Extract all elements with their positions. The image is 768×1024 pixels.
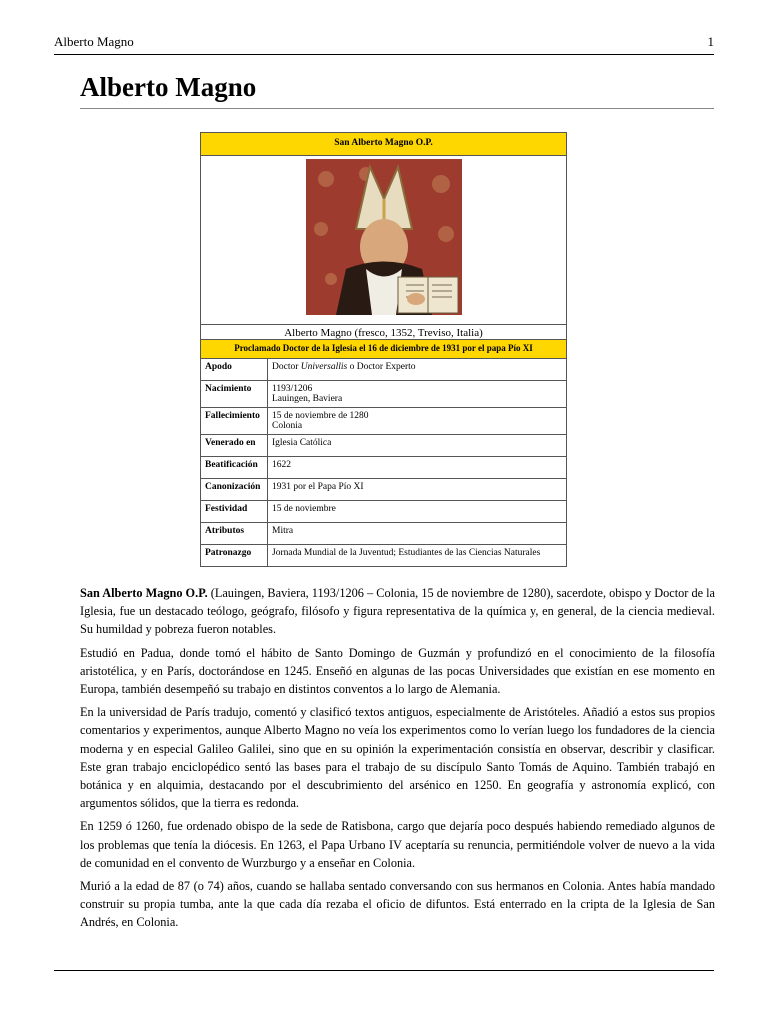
- row-value: 15 de noviembre de 1280 Colonia: [268, 408, 567, 435]
- footer-rule: [54, 970, 714, 971]
- subject-name: San Alberto Magno O.P.: [80, 586, 208, 600]
- running-header: [54, 34, 714, 55]
- row-label: Patronazgo: [201, 545, 268, 567]
- portrait-image: [306, 159, 462, 315]
- infobox-row-fallecimiento: [201, 408, 567, 435]
- infobox-row-beatificacion: [201, 457, 567, 479]
- fresco-illustration: [306, 159, 462, 315]
- row-label: Nacimiento: [201, 381, 268, 408]
- infobox-row-nacimiento: [201, 381, 567, 408]
- row-label: Canonización: [201, 479, 268, 501]
- row-value: 1931 por el Papa Pío XI: [268, 479, 567, 501]
- page-number: 1: [707, 34, 714, 49]
- row-label: Venerado en: [201, 435, 268, 457]
- infobox-row-apodo: [201, 359, 567, 381]
- proclamation-banner: Proclamado Doctor de la Iglesia el 16 de diciembre de 1931 por el papa Pío XI: [201, 340, 567, 359]
- row-value: Mitra: [268, 523, 567, 545]
- row-value: Doctor Universallis o Doctor Experto: [268, 359, 567, 381]
- row-label: Beatificación: [201, 457, 268, 479]
- infobox-row-canonizacion: [201, 479, 567, 501]
- paragraph-intro: San Alberto Magno O.P. (Lauingen, Baviera, 1193/1206 – Colonia, 15 de noviembre de 1280), sacerdote, obispo y Doctor de la Iglesia, fue un destacado teólogo, geógrafo, filósofo y figura representativa de la química y, en general, de la ciencia medieval. Su humildad y pobreza fueron notables.: [80, 586, 715, 637]
- paragraph-bishop: En 1259 ó 1260, fue ordenado obispo de la sede de Ratisbona, cargo que dejaría poco después habiendo remediado algunos de los problemas que tenía la diócesis. En 1263, el Papa Urbano IV aceptaría su renuncia, permitiéndole volver de nuevo a la vida de comunidad en el convento de Wurzburgo y a enseñar en Colonia.: [80, 819, 715, 870]
- page-title: Alberto Magno: [80, 72, 714, 109]
- infobox: [200, 132, 567, 567]
- paragraph-paris: En la universidad de París tradujo, comentó y clasificó textos antiguos, especialmente de Aristóteles. Añadió a estos sus propios comentarios y experimentos, aunque Alberto Magno no veía los experimentos como lo verían luego los fundadores de la ciencia moderna y en especial Galileo Galilei, sino que en su opinión la experimentación consistía en observar, describir y clasificar. Este gran trabajo enciclopédico sentó las bases para el trabajo de su discípulo Santo Tomás de Aquino. También trabajó en botánica y en alquimia, destacando por el descubrimiento del arsénico en 1250. En geografía y astronomía explicó, con argumentos sólidos, que la tierra es redonda.: [80, 705, 715, 811]
- row-value: 1193/1206 Lauingen, Baviera: [268, 381, 567, 408]
- row-label: Fallecimiento: [201, 408, 268, 435]
- row-label: Festividad: [201, 501, 268, 523]
- row-value: 1622: [268, 457, 567, 479]
- image-caption: Alberto Magno (fresco, 1352, Treviso, Italia): [201, 325, 567, 340]
- article-body: [80, 584, 715, 937]
- paragraph-death: Murió a la edad de 87 (o 74) años, cuando se hallaba sentado conversando con sus hermanos en Colonia. Antes había mandado construir su propia tumba, ante la que cada día rezaba el oficio de difuntos. Está enterrado en la cripta de la Iglesia de San Andrés, en Colonia.: [80, 879, 715, 930]
- row-label: Atributos: [201, 523, 268, 545]
- running-title: Alberto Magno: [54, 34, 134, 49]
- row-value: 15 de noviembre: [268, 501, 567, 523]
- row-label: Apodo: [201, 359, 268, 381]
- row-value: Iglesia Católica: [268, 435, 567, 457]
- infobox-row-patronazgo: [201, 545, 567, 567]
- row-value: Jornada Mundial de la Juventud; Estudiantes de las Ciencias Naturales: [268, 545, 567, 567]
- infobox-row-festividad: [201, 501, 567, 523]
- infobox-row-atributos: [201, 523, 567, 545]
- infobox-row-venerado: [201, 435, 567, 457]
- paragraph-education: Estudió en Padua, donde tomó el hábito de Santo Domingo de Guzmán y profundizó en el conocimiento de la filosofía aristotélica, y en París, doctorándose en 1245. Enseñó en algunas de las pocas Universidades que existían en ese momento en Europa, también desempeñó su trabajo en distintos conventos a lo largo de Alemania.: [80, 645, 715, 697]
- infobox-heading: San Alberto Magno O.P.: [201, 133, 567, 156]
